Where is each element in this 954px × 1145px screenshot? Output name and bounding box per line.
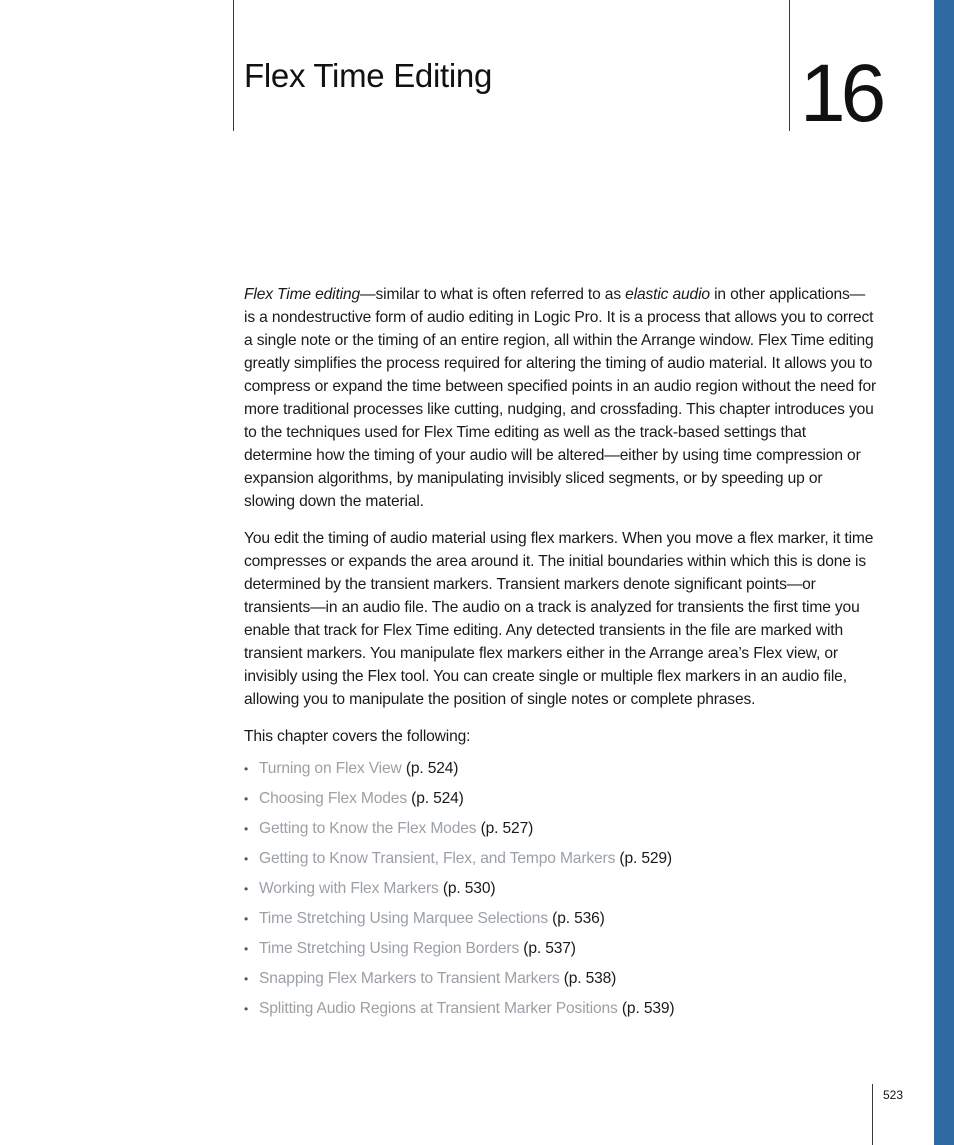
toc-item [244, 844, 876, 874]
toc-page-ref: (p. 538) [563, 970, 617, 987]
toc-page-ref: (p. 539) [621, 1000, 675, 1017]
toc-page-ref: (p. 529) [619, 850, 672, 867]
toc-item [244, 784, 876, 814]
intro-paragraph-2: You edit the timing of audio material using flex markers. When you move a flex marker, it time compresses or expands the area around it. The initial boundaries within which this is done is determined by the transient markers. Transient markers denote significant points—or transients—in an audio file. The audio on a track is analyzed for transients the first time you enable that track for Flex Time editing. Any detected transients in the file are marked with transient markers. You manipulate flex markers either in the Arrange area’s Flex view, or invisibly using the Flex tool. You can create single or multiple flex markers in an audio file, allowing you to manipulate the position of single notes or complete phrases. [244, 530, 874, 708]
bullet-icon: • [244, 1002, 249, 1016]
toc-item [244, 904, 876, 934]
toc-item [244, 814, 876, 844]
chapter-number: 16 [800, 48, 882, 139]
bullet-icon: • [244, 852, 249, 866]
term-flex-time-editing: Flex Time editing [244, 286, 361, 303]
toc-page-ref: (p. 536) [552, 910, 605, 927]
page-number: 523 [883, 1088, 904, 1102]
toc-item [244, 934, 876, 964]
bullet-icon: • [244, 882, 249, 896]
bullet-icon: • [244, 972, 249, 986]
toc-page-ref: (p. 530) [442, 880, 496, 897]
chapter-content [244, 283, 876, 1024]
toc-item [244, 874, 876, 904]
bullet-icon: • [244, 912, 249, 926]
chapter-toc-list [244, 754, 876, 1024]
bullet-icon: • [244, 792, 249, 806]
toc-link-choosing-flex-modes[interactable]: Choosing Flex Modes [259, 790, 407, 807]
bullet-icon: • [244, 822, 249, 836]
toc-link-working-with-flex-markers[interactable]: Working with Flex Markers [259, 880, 439, 897]
toc-link-turning-on-flex-view[interactable]: Turning on Flex View [259, 760, 402, 777]
footer-rule [872, 1084, 873, 1145]
toc-item [244, 964, 876, 994]
toc-link-getting-to-know-flex-modes[interactable]: Getting to Know the Flex Modes [259, 820, 477, 837]
chapter-title: Flex Time Editing [244, 57, 492, 94]
toc-link-snapping-flex-markers[interactable]: Snapping Flex Markers to Transient Markers [259, 970, 560, 987]
toc-item [244, 754, 876, 784]
chapter-side-tab [934, 0, 954, 1145]
toc-link-marquee-selections[interactable]: Time Stretching Using Marquee Selections [259, 910, 548, 927]
toc-link-region-borders[interactable]: Time Stretching Using Region Borders [259, 940, 520, 957]
toc-intro: This chapter covers the following: [244, 728, 471, 745]
toc-link-transient-flex-tempo-markers[interactable]: Getting to Know Transient, Flex, and Tempo Markers [259, 850, 616, 867]
toc-item [244, 994, 876, 1024]
intro-paragraph-1 [244, 283, 876, 513]
bullet-icon: • [244, 762, 249, 776]
paragraph-1-text-b: in other applications—is a nondestructive form of audio editing in Logic Pro. It is a process that allows you to correct a single note or the timing of an entire region, all within the Arrange window. Flex Time editing greatly simplifies the process required for altering the timing of audio material. It allows you to compress or expand the time between specified points in an audio region without the need for more traditional processes like cutting, nudging, and crossfading. This chapter introduces you to the techniques used for Flex Time editing as well as the track-based settings that determine how the timing of your audio will be altered—either by using time compression or expansion algorithms, by manipulating invisibly sliced segments, or by speeding up or slowing down the material. [244, 286, 877, 510]
title-left-rule [233, 0, 234, 131]
toc-page-ref: (p. 537) [523, 940, 576, 957]
toc-link-splitting-audio-regions[interactable]: Splitting Audio Regions at Transient Marker Positions [259, 1000, 618, 1017]
paragraph-1-text-a: —similar to what is often referred to as [360, 286, 626, 303]
toc-page-ref: (p. 527) [480, 820, 534, 837]
term-elastic-audio: elastic audio [625, 286, 710, 303]
title-right-rule [789, 0, 790, 131]
bullet-icon: • [244, 942, 249, 956]
toc-page-ref: (p. 524) [405, 760, 459, 777]
toc-page-ref: (p. 524) [411, 790, 464, 807]
